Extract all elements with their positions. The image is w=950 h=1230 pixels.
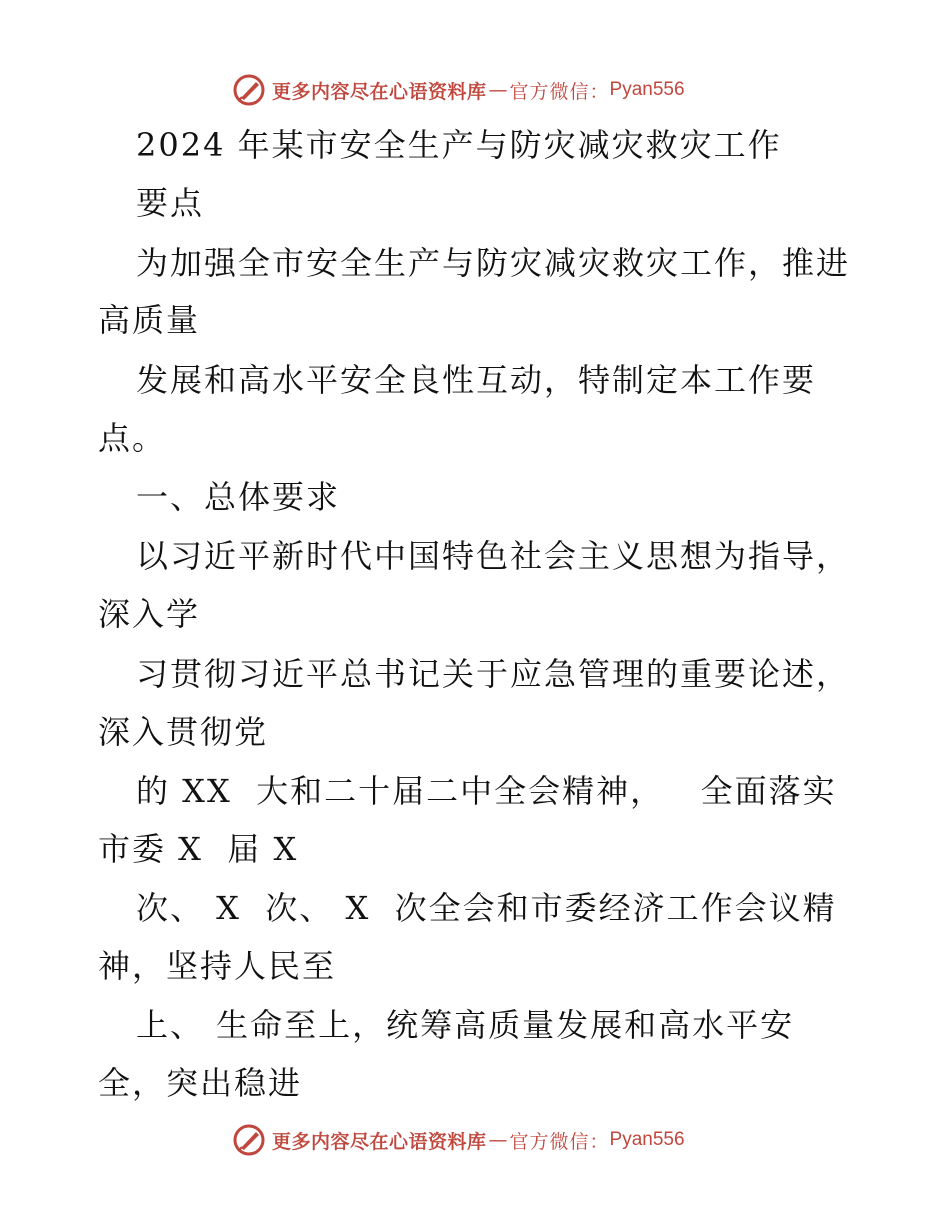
doc-title-line1: 2024 年某市安全生产与防灾减灾救灾工作 — [136, 126, 782, 164]
banner-sub-text: 官方微信： — [509, 80, 610, 103]
doc-line: 为加强全市安全生产与防灾减灾救灾工作，推进 — [136, 244, 851, 282]
doc-line: 市委 X 届 X — [98, 830, 299, 868]
banner-dash: — — [488, 1129, 508, 1151]
section-heading: 一、总体要求 — [136, 478, 341, 516]
quill-logo-icon — [232, 73, 266, 107]
doc-line: 深入贯彻党 — [98, 713, 269, 751]
doc-line: 次、 X 次、 X 次全会和市委经济工作会议精 — [136, 889, 837, 927]
banner-main-text: 更多内容尽在心语资料库 — [272, 1130, 487, 1153]
doc-line: 上、 生命至上，统筹高质量发展和高水平安 — [136, 1006, 795, 1044]
banner-wechat-id: Pyan556 — [609, 79, 685, 100]
doc-line: 高质量 — [98, 301, 201, 339]
doc-line: 习贯彻习近平总书记关于应急管理的重要论述， — [136, 655, 851, 693]
doc-line: 以习近平新时代中国特色社会主义思想为指导， — [136, 537, 851, 575]
doc-line: 的 XX 大和二十届二中全会精神， 全面落实 — [136, 772, 837, 810]
doc-line: 发展和高水平安全良性互动，特制定本工作要 — [136, 361, 817, 399]
doc-line: 全，突出稳进 — [98, 1064, 303, 1102]
banner-dash: — — [488, 79, 508, 101]
doc-line: 神，坚持人民至 — [98, 947, 337, 985]
banner-wechat-id: Pyan556 — [609, 1129, 685, 1150]
header-banner — [232, 70, 685, 110]
doc-title-line2: 要点 — [136, 184, 205, 222]
banner-main-text: 更多内容尽在心语资料库 — [272, 80, 487, 103]
footer-banner — [232, 1120, 685, 1160]
doc-line: 深入学 — [98, 595, 201, 633]
doc-line: 点。 — [98, 419, 167, 457]
quill-logo-icon — [232, 1123, 266, 1157]
banner-sub-text: 官方微信： — [509, 1130, 610, 1153]
